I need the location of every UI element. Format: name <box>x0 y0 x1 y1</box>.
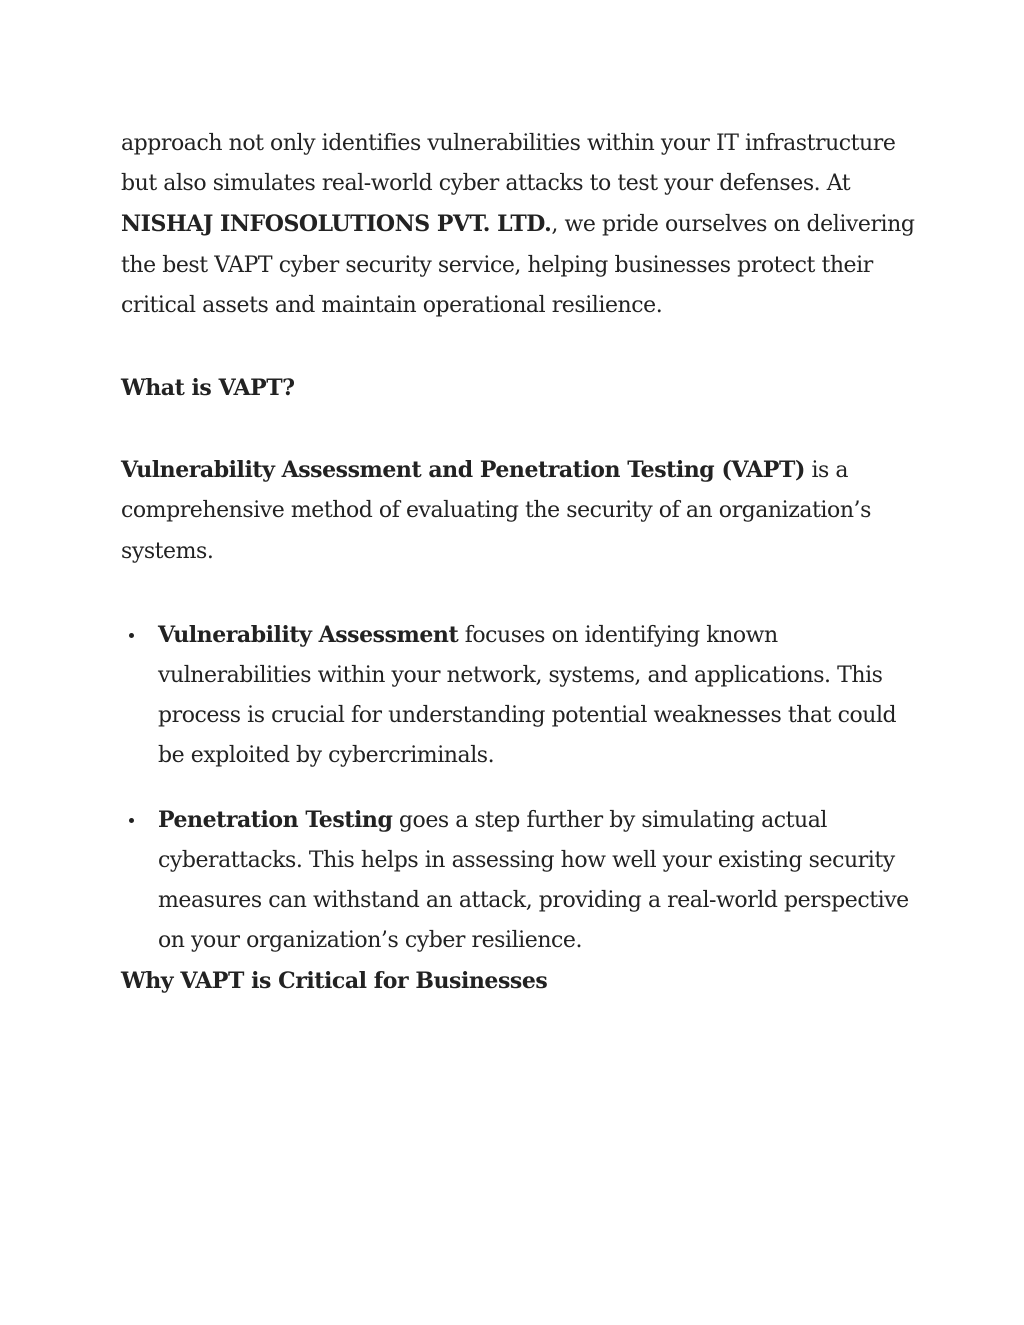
list-item-text: goes a step further by simulating actual cyberattacks. This helps in assessing how well your existing security measures can withstand an attack, providing a real-world perspective on your organization’s cyber resilience. <box>158 807 909 954</box>
bullet-icon <box>129 633 134 638</box>
list-item-text: focuses on identifying known vulnerabilities within your network, systems, and applications. This process is crucial for understanding potential weaknesses that could be exploited by cybercriminals. <box>158 622 897 769</box>
vapt-components-list <box>121 615 921 962</box>
list-item-term: Vulnerability Assessment <box>158 621 459 648</box>
intro-text-end: , we pride ourselves on delivering the best VAPT cyber security service, helping businesses protect their critical assets and maintain operational resilience. <box>121 212 915 318</box>
intro-text-start: approach not only identifies vulnerabilities within your IT infrastructure but also simulates real-world cyber attacks to test your defenses. At <box>121 131 896 197</box>
list-item-term: Penetration Testing <box>158 806 393 833</box>
document-page <box>121 124 921 1044</box>
vapt-definition-paragraph <box>121 450 921 572</box>
vapt-definition-text: is a comprehensive method of evaluating the security of an organization’s systems. <box>121 458 871 564</box>
bullet-icon <box>129 818 134 823</box>
heading-what-is-vapt: What is VAPT? <box>121 375 295 402</box>
intro-paragraph <box>121 124 921 326</box>
list-item-penetration-testing <box>121 800 921 962</box>
list-item-vulnerability-assessment <box>121 615 921 777</box>
vapt-term: Vulnerability Assessment and Penetration Testing (VAPT) <box>121 457 805 484</box>
company-name: NISHAJ INFOSOLUTIONS PVT. LTD. <box>121 211 552 238</box>
heading-why-vapt-critical: Why VAPT is Critical for Businesses <box>121 968 548 995</box>
